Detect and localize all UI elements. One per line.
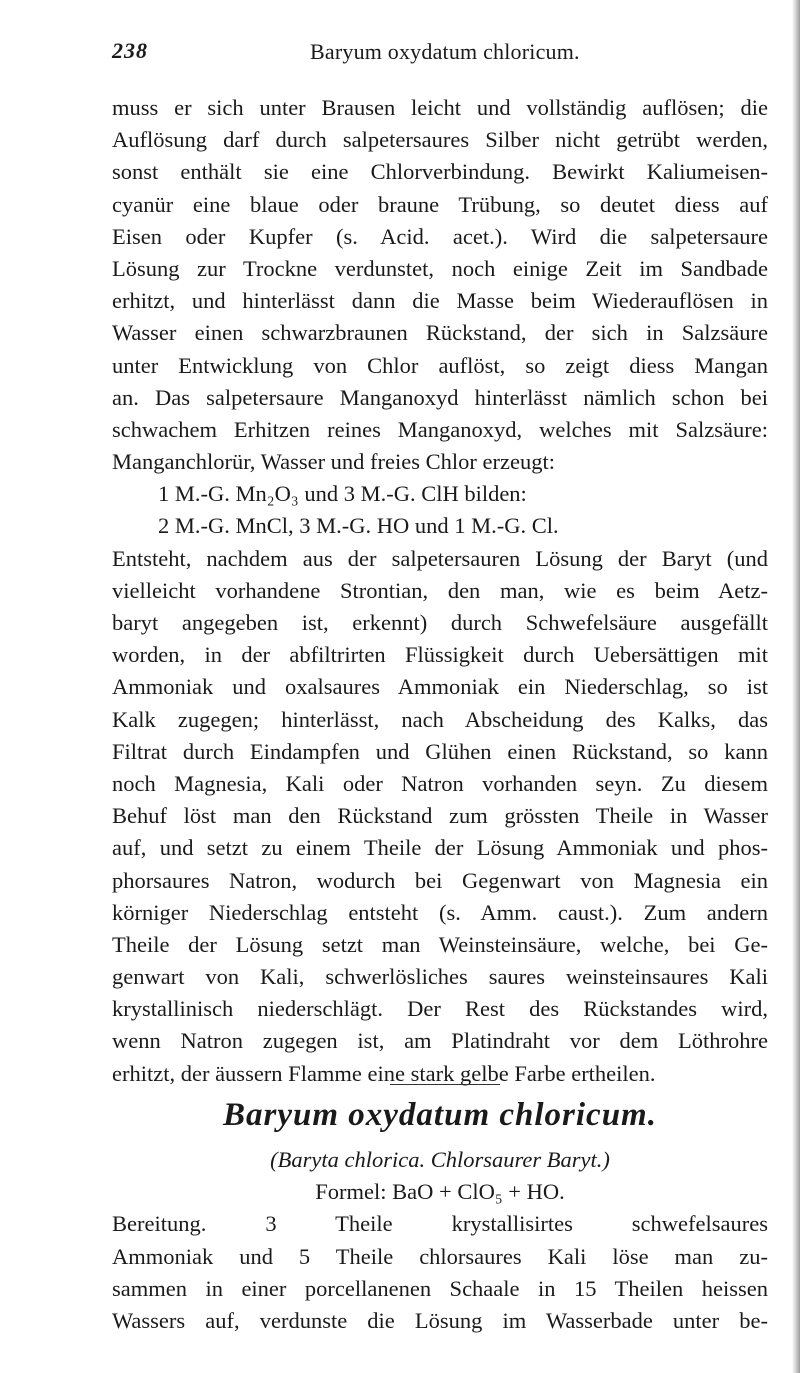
section-body xyxy=(112,1144,768,1337)
text-line: Entsteht, nachdem aus der salpetersauren Lösung der Baryt (und xyxy=(112,545,768,571)
text-line: Wasser einen schwarzbraunen Rückstand, der sich in Salzsäure xyxy=(112,320,768,346)
text-line: muss er sich unter Brausen leicht und vollständig auflösen; die xyxy=(112,95,768,120)
text-line: erhitzt, und hinterlässt dann die Masse beim Wiederauflösen in xyxy=(112,288,768,314)
text-line: cyanür eine blaue oder braune Trübung, so deutet diess auf xyxy=(112,191,768,217)
section-title: Baryum oxydatum chloricum. xyxy=(223,1097,657,1133)
text-line: Ammoniak und 5 Theile chlorsaures Kali löse man zu- xyxy=(112,1243,768,1269)
page-edge-shadow xyxy=(792,0,800,1373)
text-line: Bereitung. 3 Theile krystallisirtes schwefelsaures xyxy=(112,1211,768,1237)
text-line: sonst enthält sie eine Chlorverbindung. Bewirkt Kaliumeisen- xyxy=(112,159,768,185)
body-text xyxy=(112,92,768,1090)
text-line: Ammoniak und oxalsaures Ammoniak ein Niederschlag, so ist xyxy=(112,674,768,700)
text-line: worden, in der abfiltrirten Flüssigkeit durch Uebersättigen mit xyxy=(112,642,768,668)
text-line: Filtrat durch Eindampfen und Glühen einen Rückstand, so kann xyxy=(112,738,768,764)
formula-line: 1 M.-G. Mn₂O₃ und 3 M.-G. ClH bilden: xyxy=(158,481,527,507)
section-formula: Formel: BaO + ClO₅ + HO. xyxy=(315,1179,565,1205)
text-line: erhitzt, der äussern Flamme eine stark gelbe Farbe ertheilen. xyxy=(112,1060,656,1086)
running-title: Baryum oxydatum chloricum. xyxy=(310,39,580,64)
text-line: noch Magnesia, Kali oder Natron vorhanden seyn. Zu diesem xyxy=(112,770,768,796)
page-number: 238 xyxy=(112,38,148,63)
text-line: schwachem Erhitzen reines Manganoxyd, welches mit Salzsäure: xyxy=(112,416,768,442)
text-line: Kalk zugegen; hinterlässt, nach Abscheidung des Kalks, das xyxy=(112,706,768,732)
text-line: an. Das salpetersaure Manganoxyd hinterlässt nämlich schon bei xyxy=(112,384,768,410)
text-line: phorsaures Natron, wodurch bei Gegenwart von Magnesia ein xyxy=(112,867,768,893)
text-line: unter Entwicklung von Chlor auflöst, so zeigt diess Mangan xyxy=(112,352,768,378)
text-line: sammen in einer porcellanenen Schaale in 15 Theilen heissen xyxy=(112,1275,768,1301)
text-line: wenn Natron zugegen ist, am Platindraht vor dem Löthrohre xyxy=(112,1028,768,1054)
section-divider xyxy=(390,1084,500,1085)
text-line: Eisen oder Kupfer (s. Acid. acet.). Wird die salpetersaure xyxy=(112,223,768,249)
text-line: Wassers auf, verdunste die Lösung im Wasserbade unter be- xyxy=(112,1307,768,1333)
text-line: baryt angegeben ist, erkennt) durch Schwefelsäure ausgefällt xyxy=(112,610,768,635)
text-line: Behuf löst man den Rückstand zum grössten Theile in Wasser xyxy=(112,803,768,829)
text-line: auf, und setzt zu einem Theile der Lösung Ammoniak und phos- xyxy=(112,835,768,861)
text-line: genwart von Kali, schwerlösliches saures weinsteinsaures Kali xyxy=(112,964,768,990)
text-line: vielleicht vorhandene Strontian, den man, wie es beim Aetz- xyxy=(112,577,768,603)
text-line: Auflösung darf durch salpetersaures Silber nicht getrübt werden, xyxy=(112,127,768,153)
text-line: Theile der Lösung setzt man Weinsteinsäure, welche, bei Ge- xyxy=(112,931,768,957)
formula-line: 2 M.-G. MnCl, 3 M.-G. HO und 1 M.-G. Cl. xyxy=(158,513,559,539)
running-head xyxy=(112,38,772,68)
section-subtitle: (Baryta chlorica. Chlorsaurer Baryt.) xyxy=(270,1147,610,1172)
text-line: Manganchlorür, Wasser und freies Chlor erzeugt: xyxy=(112,449,555,475)
text-line: körniger Niederschlag entsteht (s. Amm. caust.). Zum andern xyxy=(112,899,768,925)
text-line: krystallinisch niederschlägt. Der Rest des Rückstandes wird, xyxy=(112,996,768,1022)
text-line: Lösung zur Trockne verdunstet, noch einige Zeit im Sandbade xyxy=(112,255,768,281)
